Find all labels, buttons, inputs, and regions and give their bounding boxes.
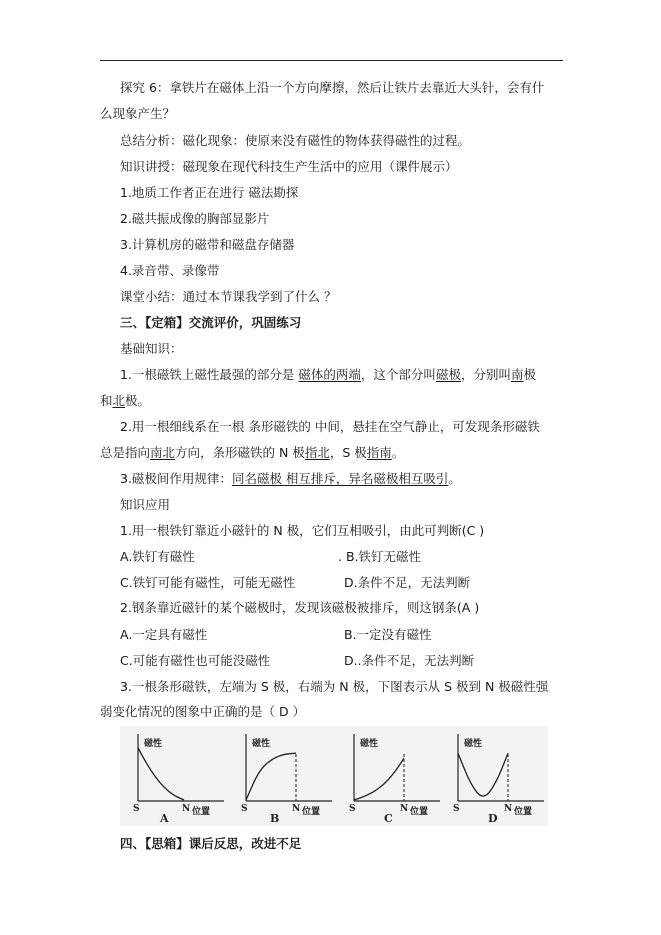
magnetism-curve — [458, 753, 508, 796]
graph-a — [124, 726, 228, 826]
answer-blank: 磁极 — [435, 367, 461, 382]
paragraph-class-summary: 课堂小结：通过本节课我学到了什么 ？ — [120, 289, 337, 304]
graph-b — [232, 726, 336, 826]
x-start-label: S — [241, 804, 248, 814]
graph-c-svg — [340, 726, 444, 826]
question-text: 和 — [100, 393, 113, 408]
question-text: 极 — [523, 367, 536, 382]
x-axis-label: 位置 — [410, 807, 429, 817]
section-3-heading: 三、【定箱】交流评价，巩固练习 — [120, 315, 302, 330]
x-end-label: N — [504, 804, 513, 814]
x-end-label: N — [292, 804, 301, 814]
question-3 — [120, 471, 461, 487]
x-end-label: N — [182, 804, 191, 814]
applied-knowledge-label: 知识应用 — [120, 497, 171, 512]
mc-1-option-a: A.铁钉有磁性 — [120, 549, 195, 564]
question-text: 总是指向 — [100, 445, 151, 460]
y-axis-label: 磁性 — [360, 739, 379, 749]
question-2-line-1: 2.用一根细线系在一根 条形磁铁的 中间，悬挂在空气静止，可发现条形磁铁 — [120, 419, 540, 434]
question-text: 方向，条形磁铁的 N 极 — [175, 445, 305, 460]
x-axis-label: 位置 — [302, 807, 321, 817]
answer-blank: 同名磁极 相互排斥，异名磁极相互吸引 — [231, 471, 449, 486]
x-axis-label: 位置 — [192, 807, 211, 817]
answer-blank: 指北 — [304, 445, 330, 460]
mc-1-stem: 1.用一根铁钉靠近小磁针的 N 极，它们互相吸引，由此可判断(C ) — [120, 523, 485, 538]
graph-letter: B — [270, 812, 280, 825]
question-text: 极。 — [125, 393, 151, 408]
mc-1-option-c: C.铁钉可能有磁性，可能无磁性 — [120, 575, 296, 590]
question-text: 1.一根磁铁上磁性最强的部分是 — [120, 367, 299, 382]
answer-blank: 北 — [112, 393, 126, 408]
magnetism-curve — [138, 748, 184, 800]
section-4-heading: 四、【思箱】课后反思，改进不足 — [120, 836, 302, 851]
graph-letter: C — [384, 812, 393, 825]
question-text: ，分别叫 — [460, 367, 511, 382]
answer-blank: 指南 — [366, 445, 392, 460]
mc-3-stem-line-2: 弱变化情况的图象中正确的是（ D ） — [100, 704, 306, 719]
list-item: 2.磁共振成像的胸部显影片 — [120, 211, 270, 226]
graph-d-svg — [444, 726, 548, 826]
y-axis-label: 磁性 — [144, 739, 163, 749]
answer-blank: 南北 — [150, 445, 176, 460]
answer-blank: 磁体的两端 — [298, 367, 361, 382]
graph-letter: D — [488, 812, 498, 825]
magnetism-curve — [246, 753, 296, 800]
magnetism-graphs — [120, 726, 548, 826]
graph-a-svg — [124, 726, 228, 826]
question-1-line-2 — [100, 393, 150, 409]
mc-2-stem: 2.钢条靠近磁针的某个磁极时，发现该磁极被排斥，则这钢条(A ) — [120, 600, 480, 615]
question-text: ，S 极 — [329, 445, 367, 460]
paragraph-explore-6: 探究 6：拿铁片在磁体上沿一个方向摩擦，然后让铁片去靠近大头针，会有什 — [120, 80, 545, 95]
graph-d — [444, 726, 548, 826]
graph-c — [340, 726, 444, 826]
list-item: 3.计算机房的磁带和磁盘存储器 — [120, 237, 295, 252]
question-text: 。 — [448, 471, 461, 486]
mc-2-option-c: C.可能有磁性也可能没磁性 — [120, 653, 271, 668]
mc-1-option-d: D.条件不足，无法判断 — [344, 575, 471, 590]
x-start-label: S — [133, 804, 140, 814]
x-axis-label: 位置 — [514, 807, 533, 817]
answer-blank: 南 — [510, 367, 524, 382]
mc-2-option-d: D..条件不足，无法判断 — [344, 653, 475, 668]
mc-1-option-b: . B.铁钉无磁性 — [338, 549, 421, 564]
graph-letter: A — [160, 812, 169, 825]
list-item: 4.录音带、录像带 — [120, 263, 220, 278]
graph-b-svg — [232, 726, 336, 826]
question-2-line-2 — [100, 445, 404, 461]
mc-2-option-a: A.一定具有磁性 — [120, 627, 208, 642]
question-text: 3.磁极间作用规律： — [120, 471, 232, 486]
question-text: 。 — [391, 445, 405, 460]
paragraph-explore-6-cont: 么现象产生？ — [100, 106, 176, 121]
x-end-label: N — [400, 804, 409, 814]
basic-knowledge-label: 基础知识： — [120, 341, 183, 356]
mc-3-stem-line-1: 3.一根条形磁铁，左端为 S 极，右端为 N 极，下图表示从 S 极到 N 极磁性强 — [120, 679, 549, 694]
y-axis-label: 磁性 — [464, 739, 483, 749]
x-start-label: S — [453, 804, 460, 814]
question-1-line-1 — [120, 367, 536, 383]
paragraph-summary-analysis: 总结分析：磁化现象：使原来没有磁性的物体获得磁性的过程。 — [120, 133, 471, 148]
header-rule — [100, 60, 563, 61]
paragraph-knowledge-teaching: 知识讲授：磁现象在现代科技生产生活中的应用（课件展示） — [120, 159, 458, 174]
magnetism-curve — [354, 758, 404, 800]
question-text: ，这个部分叫 — [360, 367, 436, 382]
y-axis-label: 磁性 — [252, 739, 271, 749]
list-item: 1.地质工作者正在进行 磁法勘探 — [120, 185, 299, 200]
mc-2-option-b: B.一定没有磁性 — [344, 627, 432, 642]
x-start-label: S — [349, 804, 356, 814]
